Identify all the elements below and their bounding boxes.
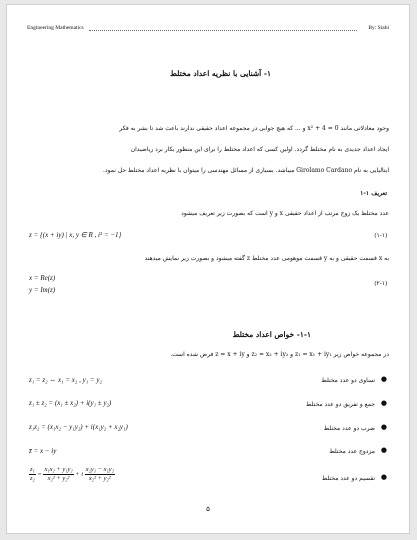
intro-line-1: وجود معادلاتی مانند x² + 4 = 0 و ... که هیچ جوابی در مجموعه اعداد حقیقی ندارند باعث شد تا بشر به فکر <box>119 125 389 132</box>
fraction-imag: $\frac{\text{x₂y₁ − x₁y₂}}{\text{x₂² + y₂²}}$ <box>85 466 114 482</box>
header-right: By: Siabi <box>368 25 389 31</box>
header-left: Engineering Mathematics <box>27 25 84 31</box>
equation-number-1: (۱-۱) <box>374 233 387 239</box>
property-formula: z₁ ± z₂ = (x₁ ± x₂) + i(y₁ ± y₂) <box>29 399 112 407</box>
intro-line-2: ایجاد اعداد جدیدی به نام مختلط گردد. اولین کسی که اعداد مختلط را برای این منظور بکار برد ریاضیدان <box>130 146 389 153</box>
section-2-intro: در مجموعه خواص زیر z₁ = x₁ + iy₁ و z₂ = x₂ + iy₂ و z = x + iy فرض شده است. <box>170 351 389 358</box>
imag-part-formula: y = Im(z) <box>29 286 56 294</box>
definition-text: عدد مختلط یک زوج مرتب از اعداد حقیقی x و y است که بصورت زیر تعریف میشود <box>181 210 389 217</box>
header-dotted-rule <box>89 30 357 31</box>
section-1-title: ۱- آشنایی با نظریه اعداد مختلط <box>170 69 271 78</box>
bullet-icon: ● <box>380 473 387 481</box>
section-2-title: ۱-۱- خواص اعداد مختلط <box>232 330 311 339</box>
property-label: مزدوج عدد مختلط <box>329 448 375 455</box>
property-formula: z₁z₂ = (x₁x₂ − y₁y₂) + i(x₁y₂ + x₂y₁) <box>29 423 128 431</box>
property-label: تقسیم دو عدد مختلط <box>321 475 375 482</box>
bullet-icon: ● <box>380 399 387 407</box>
page-header <box>27 25 389 35</box>
property-formula: z₁ = z₂ ⇔ x₁ = x₂ , y₁ = y₂ <box>29 376 102 384</box>
definition-equation: z = {(x + iy) | x, y ∈ R , i² = −1} <box>29 231 122 239</box>
bullet-icon: ● <box>380 423 387 431</box>
fraction-real: $\frac{\text{x₁x₂ + y₁y₂}}{\text{x₂² + y₂²}}$ <box>44 466 73 482</box>
property-formula: z̄ = x − iy <box>29 447 57 455</box>
definition-label: تعریف ۱-۱ <box>360 190 387 197</box>
bullet-icon: ● <box>380 375 387 383</box>
property-label: تساوی دو عدد مختلط <box>321 377 375 384</box>
definition-text-2: به x قسمت حقیقی و به y قسمت موهومی عدد مختلط z گفته میشود و بصورت زیر نمایش میدهند <box>144 255 389 262</box>
bullet-icon: ● <box>380 446 387 454</box>
intro-line-3: ایتالیایی به نام Girolamo Cardano میباشد. بسیاری از مسائل مهندسی را میتوان با نظریه اعداد مختلط حل نمود. <box>103 167 389 174</box>
property-label: ضرب دو عدد مختلط <box>323 425 375 432</box>
division-formula <box>29 466 115 483</box>
page-number: ۵ <box>206 505 210 513</box>
property-label: جمع و تفریق دو عدد مختلط <box>305 401 375 408</box>
fraction-lhs: $\frac{\text{z₁}}{\text{z₂}}$ <box>30 466 35 482</box>
plus-i: + i <box>75 470 84 478</box>
document-page <box>6 4 410 534</box>
real-part-formula: x = Re(z) <box>29 274 56 282</box>
equation-number-2: (۲-۱) <box>374 281 387 287</box>
equals-sign: = <box>37 470 44 478</box>
